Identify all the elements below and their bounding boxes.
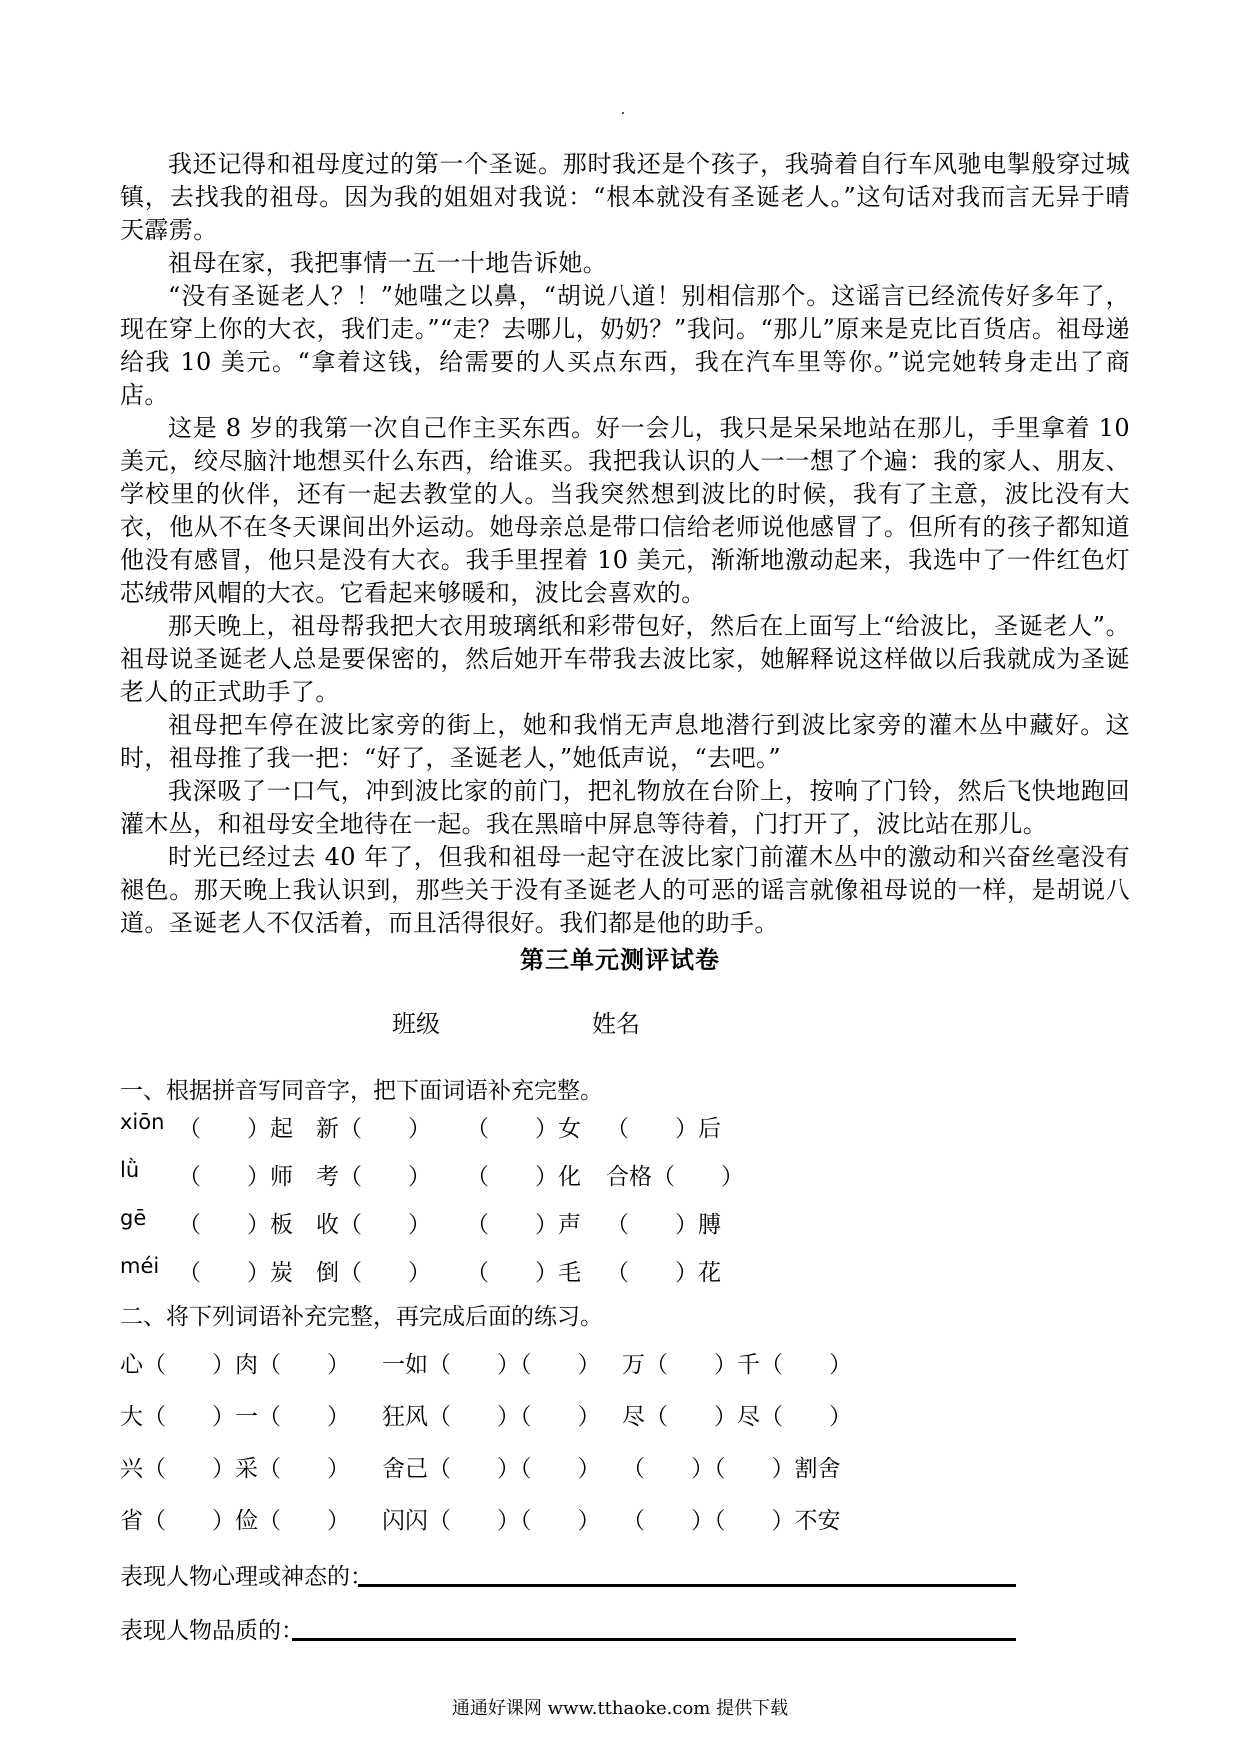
- blank-item: （ ）毛: [466, 1260, 581, 1286]
- story-paragraph: 时光已经过去 40 年了，但我和祖母一起守在波比家门前灌木丛中的激动和兴奋丝毫没有褪色。那天晚上我认识到，那些关于没有圣诞老人的可恶的谣言就像祖母说的一样，是胡说八道。圣诞老人不仅活着，而且活得很好。我们都是他的助手。: [120, 843, 1130, 937]
- blank-item: （ ）女: [466, 1116, 581, 1142]
- idiom-blank: （ ）（ ）不安: [622, 1508, 841, 1534]
- pinyin-label: méi: [120, 1254, 160, 1278]
- story-paragraph: 那天晚上，祖母帮我把大衣用玻璃纸和彩带包好，然后在上面写上“给波比，圣诞老人”。祖母说圣诞老人总是要保密的，然后她开车带我去波比家，她解释说这样做以后我就成为圣诞老人的正式助手了。: [120, 612, 1130, 706]
- idiom-blank: 闪闪（ ）（ ）: [382, 1508, 601, 1534]
- story-paragraph: 我深吸了一口气，冲到波比家的前门，把礼物放在台阶上，按响了门铃，然后飞快地跑回灌木丛，和祖母安全地待在一起。我在黑暗中屏息等待着，门打开了，波比站在那儿。: [120, 777, 1130, 838]
- story-paragraph: “没有圣诞老人？！”她嗤之以鼻，“胡说八道！别相信那个。这谣言已经流传好多年了，现在穿上你的大衣，我们走。”“走？去哪儿，奶奶？”我问。“那儿”原来是克比百货店。祖母递给我 10 美元。“拿着这钱，给需要的人买点东西，我在汽车里等你。”说完她转身走出了商店。: [120, 282, 1130, 409]
- idiom-blank: 心（ ）肉（ ）: [120, 1352, 350, 1378]
- blank-item: （ ）炭: [178, 1260, 293, 1286]
- name-label: 姓名: [592, 1010, 640, 1038]
- answer-label: 表现人物心理或神态的：: [120, 1564, 373, 1590]
- idiom-blank: 万（ ）千（ ）: [622, 1352, 852, 1378]
- scan-dot: [622, 112, 624, 114]
- story-paragraph: 这是 8 岁的我第一次自己作主买东西。好一会儿，我只是呆呆地站在那儿，手里拿着 10 美元，绞尽脑汁地想买什么东西，给谁买。我把我认识的人一一想了个遍：我的家人、朋友、学校里的伙伴，还有一起去教堂的人。当我突然想到波比的时候，我有了主意，波比没有大衣，他从不在冬天课间出外运动。她母亲总是带口信给老师说他感冒了。但所有的孩子都知道他没有感冒，他只是没有大衣。我手里捏着 10 美元，渐渐地激动起来，我选中了一件红色灯芯绒带风帽的大衣。它看起来够暖和，波比会喜欢的。: [120, 414, 1130, 607]
- idiom-blank: 舍己（ ）（ ）: [382, 1456, 601, 1482]
- footer-text: 通通好课网 www.tthaoke.com 提供下载: [451, 1698, 789, 1719]
- pinyin-label: gē: [120, 1206, 147, 1230]
- blank-item: （ ）师: [178, 1164, 293, 1190]
- idiom-blank: 狂风（ ）（ ）: [382, 1404, 601, 1430]
- story-paragraph: 祖母把车停在波比家旁的街上，她和我悄无声息地潜行到波比家旁的灌木丛中藏好。这时，祖母推了我一把：“好了，圣诞老人，”她低声说，“去吧。”: [120, 711, 1130, 772]
- blank-item: 合格（ ）: [606, 1164, 744, 1190]
- answer-underline[interactable]: [292, 1638, 1016, 1641]
- blank-item: （ ）膊: [606, 1212, 721, 1238]
- story-paragraph: 我还记得和祖母度过的第一个圣诞。那时我还是个孩子，我骑着自行车风驰电掣般穿过城镇，去找我的祖母。因为我的姐姐对我说：“根本就没有圣诞老人。”这句话对我而言无异于晴天霹雳。: [120, 150, 1130, 244]
- blank-item: 倒（ ）: [316, 1260, 431, 1286]
- section1-title: 一、根据拼音写同音字，把下面词语补充完整。: [120, 1078, 603, 1104]
- blank-item: （ ）花: [606, 1260, 721, 1286]
- blank-item: （ ）后: [606, 1116, 721, 1142]
- blank-item: （ ）声: [466, 1212, 581, 1238]
- story-paragraph: 祖母在家，我把事情一五一十地告诉她。: [168, 249, 608, 277]
- blank-item: 考（ ）: [316, 1164, 431, 1190]
- answer-label: 表现人物品质的：: [120, 1618, 304, 1644]
- pinyin-label: lǜ: [120, 1158, 140, 1182]
- blank-item: 新（ ）: [316, 1116, 431, 1142]
- idiom-blank: （ ）（ ）割舍: [622, 1456, 841, 1482]
- blank-item: （ ）化: [466, 1164, 581, 1190]
- story-text: [120, 148, 1130, 940]
- exam-title: 第三单元测评试卷: [520, 945, 720, 974]
- blank-item: （ ）起: [178, 1116, 293, 1142]
- blank-item: 收（ ）: [316, 1212, 431, 1238]
- idiom-blank: 一如（ ）（ ）: [382, 1352, 601, 1378]
- blank-item: （ ）板: [178, 1212, 293, 1238]
- pinyin-label: xiōn: [120, 1110, 165, 1134]
- idiom-blank: 省（ ）俭（ ）: [120, 1508, 350, 1534]
- idiom-blank: 兴（ ）采（ ）: [120, 1456, 350, 1482]
- section2-title: 二、将下列词语补充完整，再完成后面的练习。: [120, 1304, 603, 1330]
- class-label: 班级: [392, 1010, 440, 1038]
- answer-underline[interactable]: [358, 1584, 1016, 1587]
- idiom-blank: 大（ ）一（ ）: [120, 1404, 350, 1430]
- idiom-blank: 尽（ ）尽（ ）: [622, 1404, 852, 1430]
